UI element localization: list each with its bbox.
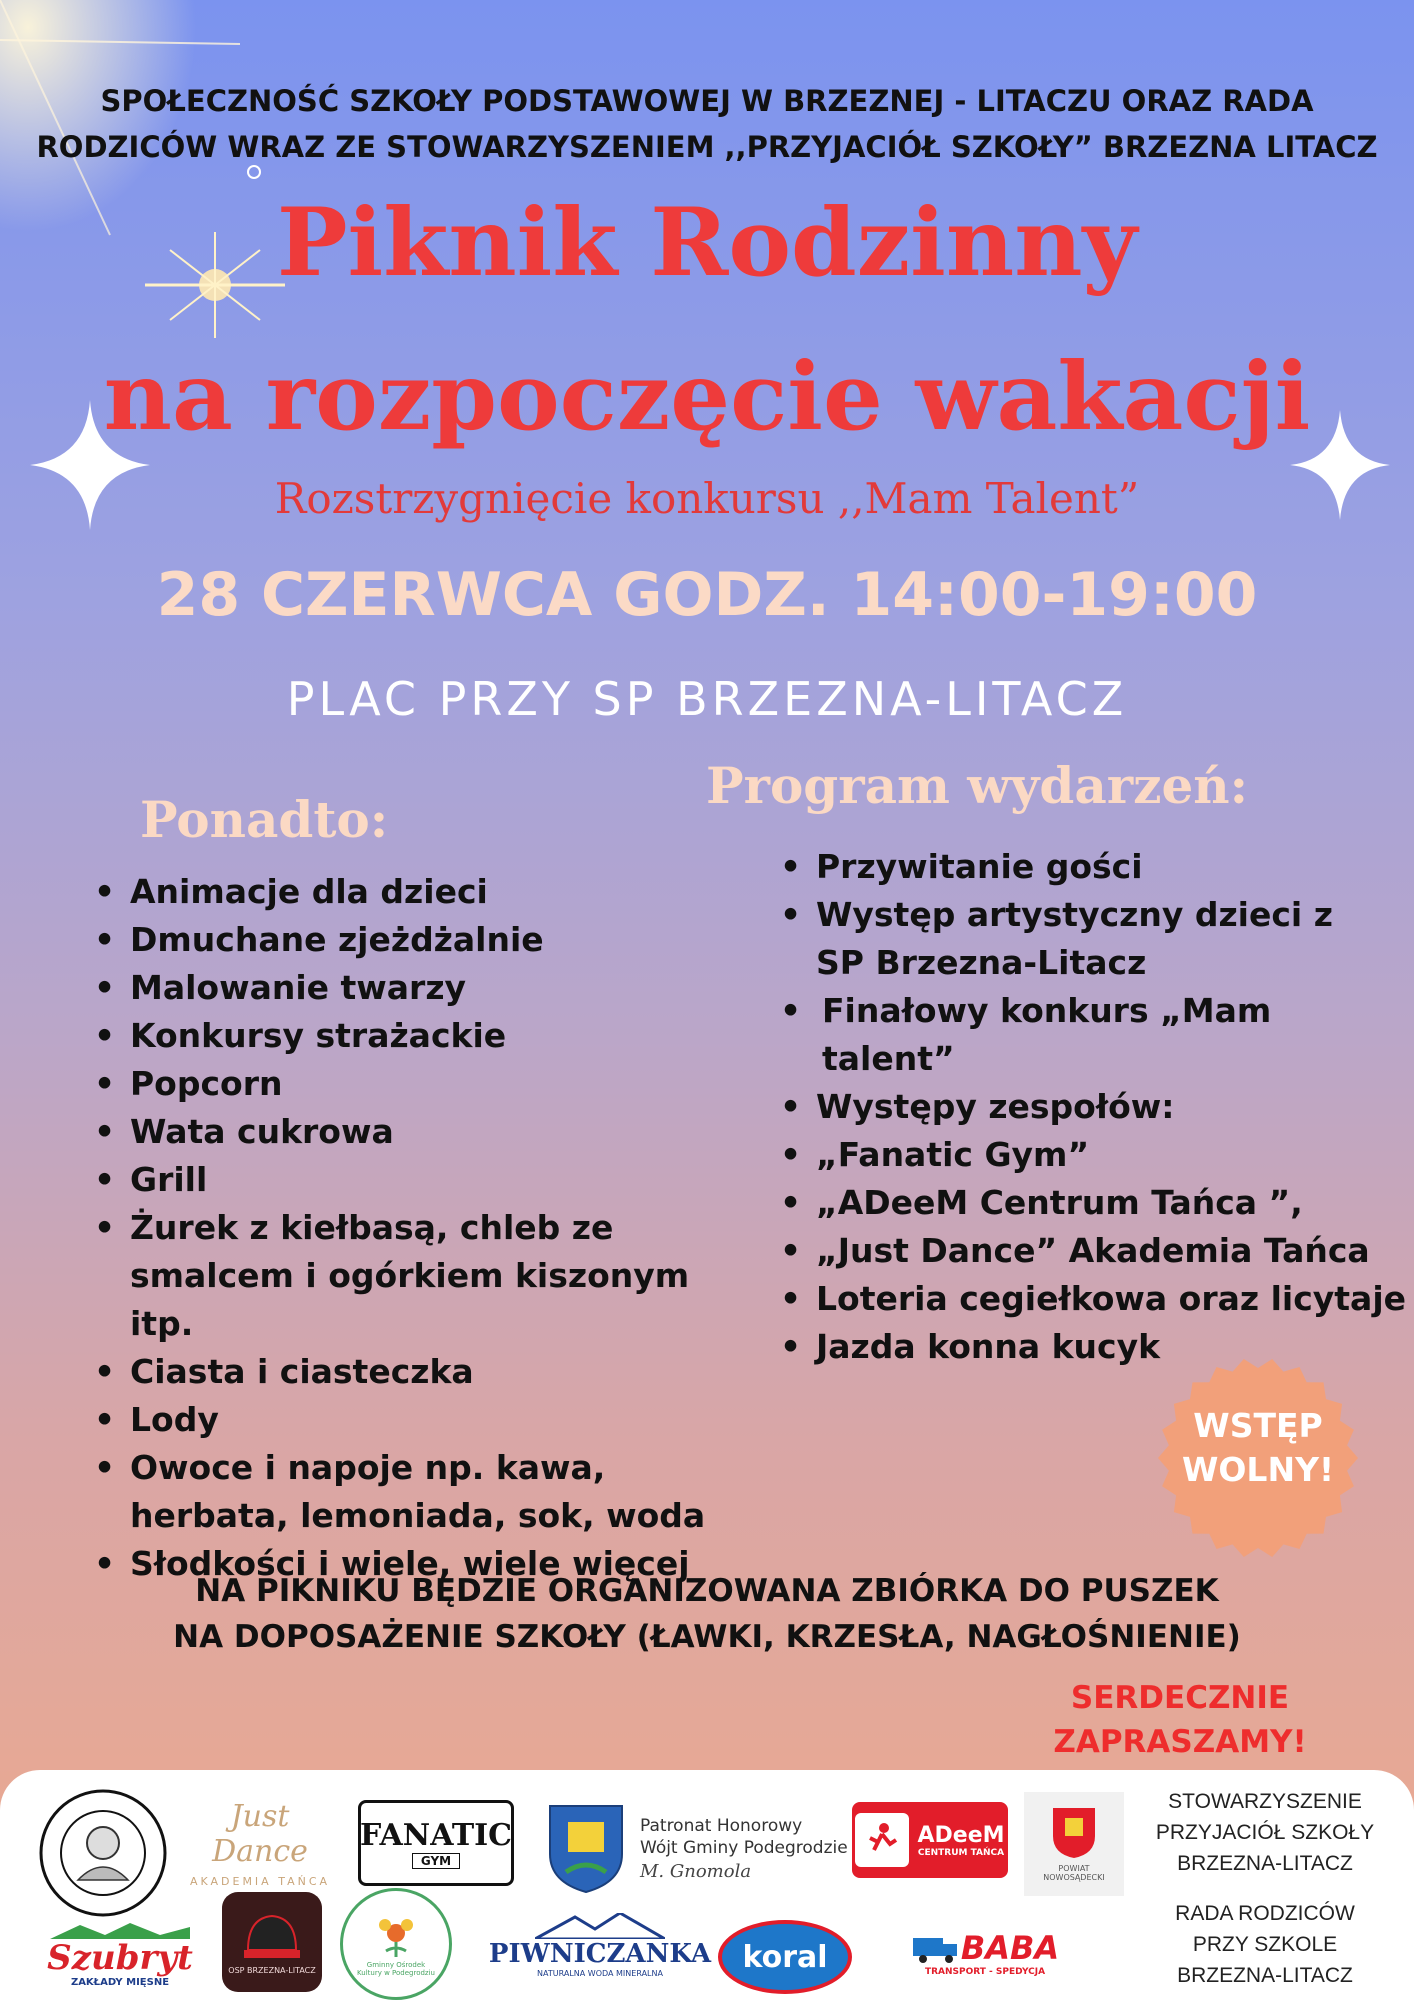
association-line-1: STOWARZYSZENIE bbox=[1168, 1790, 1362, 1813]
parents-line-3: BRZEZNA-LITACZ bbox=[1177, 1964, 1353, 1987]
baba-logo bbox=[910, 1920, 1060, 1986]
szubryt-name: Szubryt bbox=[47, 1937, 193, 1978]
organizers-line-2: RODZICÓW WRAZ ZE STOWARZYSZENIEM ,,PRZYJACIÓŁ SZKOŁY” BRZEZNA LITACZ bbox=[36, 130, 1378, 164]
school-seal-icon bbox=[38, 1788, 168, 1918]
list-item: • Owoce i napoje np. kawa, herbata, lemoniada, sok, woda bbox=[124, 1444, 750, 1540]
list-item: • „Just Dance” Akademia Tańca bbox=[810, 1227, 1414, 1275]
list-item: • Finałowy konkurs „Mam talent” bbox=[810, 987, 1282, 1083]
firefighter-helmet-icon bbox=[242, 1910, 302, 1966]
collection-line-2: NA DOPOSAŻENIE SZKOŁY (ŁAWKI, KRZESŁA, NAGŁOŚNIENIE) bbox=[173, 1619, 1241, 1655]
list-item: • Konkursy strażackie bbox=[124, 1012, 794, 1060]
szubryt-logo bbox=[30, 1920, 210, 1990]
coat-of-arms-icon bbox=[546, 1802, 626, 1894]
event-title-line-2: na rozpoczęcie wakacji bbox=[103, 342, 1311, 452]
adeem-logo bbox=[852, 1802, 1008, 1878]
list-item: • Występ artystyczny dzieci z SP Brzezna-Litacz bbox=[810, 891, 1376, 987]
koral-logo bbox=[718, 1920, 852, 1994]
badge-line-2: WOLNY! bbox=[1181, 1450, 1335, 1489]
association-text bbox=[1130, 1786, 1400, 1879]
list-item: • Malowanie twarzy bbox=[124, 964, 794, 1012]
school-seal-logo bbox=[38, 1788, 168, 1918]
truck-icon bbox=[911, 1932, 961, 1964]
event-place: PLAC PRZY SP BRZEZNA-LITACZ bbox=[286, 672, 1128, 726]
list-item: • Popcorn bbox=[124, 1060, 794, 1108]
association-line-2: PRZYJACIÓŁ SZKOŁY bbox=[1155, 1821, 1375, 1844]
list-item: • Jazda konna kucyk bbox=[810, 1323, 1414, 1371]
piwniczanka-name: PIWNICZANKA bbox=[488, 1938, 712, 1969]
fanatic-gym-logo bbox=[358, 1800, 514, 1886]
baba-sub: TRANSPORT - SPEDYCJA bbox=[924, 1967, 1046, 1977]
list-item: • Przywitanie gości bbox=[810, 843, 1414, 891]
mountain-peaks-icon bbox=[535, 1913, 665, 1939]
attractions-list bbox=[94, 868, 794, 1588]
powiat-shield-icon bbox=[1051, 1806, 1097, 1860]
gok-logo bbox=[340, 1888, 452, 2000]
program-heading: Program wydarzeń: bbox=[706, 756, 1249, 815]
adeem-name: ADeeM bbox=[917, 1822, 1005, 1848]
fanatic-sub: GYM bbox=[412, 1853, 460, 1869]
event-title-line-1: Piknik Rodzinny bbox=[276, 188, 1138, 298]
list-item: • Ciasta i ciasteczka bbox=[124, 1348, 794, 1396]
badge-line-1: WSTĘP bbox=[1193, 1406, 1323, 1445]
gmina-coat-of-arms bbox=[546, 1802, 626, 1894]
list-item: • Występy zespołów: bbox=[810, 1083, 1414, 1131]
piwniczanka-logo bbox=[488, 1900, 712, 1990]
powiat-name: POWIAT NOWOSĄDECKI bbox=[1043, 1864, 1105, 1882]
list-item: • „Fanatic Gym” bbox=[810, 1131, 1414, 1179]
list-item: • Loteria cegiełkowa oraz licytaje bbox=[810, 1275, 1414, 1323]
invitation-text bbox=[1000, 1676, 1360, 1764]
just-dance-logo bbox=[180, 1798, 340, 1888]
organizers-line-1: SPOŁECZNOŚĆ SZKOŁY PODSTAWOWEJ W BRZEZNEJ - LITACZU ORAZ RADA bbox=[100, 84, 1314, 118]
organizers-text bbox=[0, 78, 1414, 170]
patronage-signature: M. Gnomola bbox=[640, 1861, 752, 1882]
program-list bbox=[780, 843, 1414, 1371]
list-item: • Dmuchane zjeżdżalnie bbox=[124, 916, 794, 964]
powiat-logo bbox=[1024, 1792, 1124, 1896]
list-item: • Słodkości i wiele, wiele więcej bbox=[124, 1540, 794, 1588]
list-item: • Lody bbox=[124, 1396, 794, 1444]
parents-council-text bbox=[1130, 1898, 1400, 1991]
folk-flower-icon bbox=[371, 1911, 421, 1961]
patronage-line-2: Wójt Gminy Podegrodzie bbox=[640, 1838, 848, 1858]
attractions-heading: Ponadto: bbox=[140, 790, 389, 849]
gok-name: Gminny Ośrodek Kultury w Podegrodziu bbox=[357, 1961, 435, 1977]
szubryt-sub: ZAKŁADY MIĘSNE bbox=[70, 1976, 170, 1988]
piwniczanka-sub: NATURALNA WODA MINERALNA bbox=[537, 1968, 663, 1978]
osp-name: OSP BRZEZNA-LITACZ bbox=[228, 1965, 316, 1975]
koral-name: koral bbox=[742, 1939, 828, 1975]
list-item: • Wata cukrowa bbox=[124, 1108, 794, 1156]
adeem-dancer-icon bbox=[855, 1813, 909, 1867]
free-entry-text bbox=[1158, 1404, 1358, 1492]
patronage-line-1: Patronat Honorowy bbox=[640, 1816, 803, 1836]
invitation-line-2: ZAPRASZAMY! bbox=[1053, 1724, 1307, 1760]
list-item: • „ADeeM Centrum Tańca ”, bbox=[810, 1179, 1414, 1227]
event-date-time: 28 CZERWCA GODZ. 14:00-19:00 bbox=[156, 560, 1258, 630]
honorary-patronage bbox=[640, 1810, 850, 1890]
collection-notice bbox=[0, 1568, 1414, 1660]
parents-line-1: RADA RODZICÓW bbox=[1175, 1902, 1355, 1925]
baba-name: BABA bbox=[960, 1929, 1060, 1967]
sponsors-footer bbox=[0, 1770, 1414, 2000]
just-dance-sub: AKADEMIA TAŃCA bbox=[189, 1874, 331, 1888]
just-dance-name: Just Dance bbox=[212, 1798, 308, 1869]
collection-line-1: NA PIKNIKU BĘDZIE ORGANIZOWANA ZBIÓRKA DO PUSZEK bbox=[195, 1573, 1219, 1609]
parents-line-2: PRZY SZKOLE bbox=[1192, 1933, 1338, 1956]
invitation-line-1: SERDECZNIE bbox=[1070, 1680, 1290, 1716]
list-item: • Animacje dla dzieci bbox=[124, 868, 794, 916]
adeem-sub: CENTRUM TAŃCA bbox=[917, 1847, 1005, 1858]
fanatic-name: FANATIC bbox=[359, 1817, 513, 1853]
event-subtitle: Rozstrzygnięcie konkursu ,,Mam Talent” bbox=[274, 474, 1140, 523]
osp-logo bbox=[222, 1892, 322, 1992]
list-item: • Żurek z kiełbasą, chleb ze smalcem i ogórkiem kiszonym itp. bbox=[124, 1204, 730, 1348]
association-line-3: BRZEZNA-LITACZ bbox=[1177, 1852, 1353, 1875]
list-item: • Grill bbox=[124, 1156, 794, 1204]
mountains-icon bbox=[50, 1923, 190, 1939]
